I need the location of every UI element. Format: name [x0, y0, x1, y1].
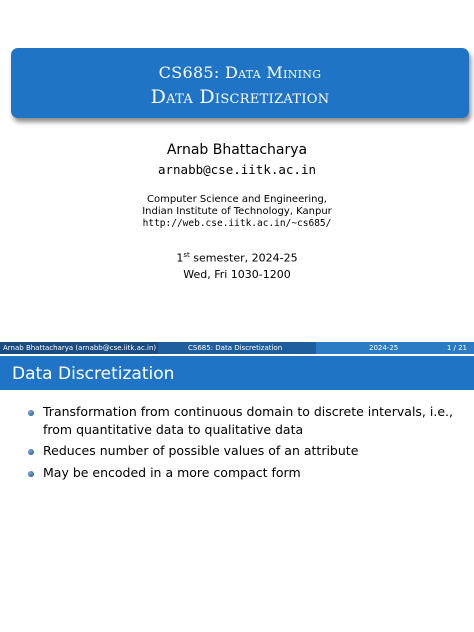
bullet-text: May be encoded in a more compact form — [43, 465, 301, 480]
course-title: CS685: Data Mining — [158, 63, 322, 82]
course-url: http://web.cse.iitk.ac.in/~cs685/ — [142, 218, 332, 229]
semester — [0, 251, 474, 265]
institute: Indian Institute of Technology, Kanpur — [142, 206, 332, 217]
schedule: Wed, Fri 1030-1200 — [183, 268, 291, 281]
title-box — [11, 48, 469, 118]
bullet-text: Transformation from continuous domain to discrete intervals, i.e., from quantitative data to qualitative data — [43, 404, 453, 437]
footer-page-number: 1 / 21 — [446, 344, 467, 352]
footer-date-section — [316, 342, 474, 354]
semester-number: 1 — [176, 251, 184, 265]
lecture-title: Data Discretization — [150, 86, 330, 108]
footer-author: Arnab Bhattacharya (arnabb@cse.iitk.ac.in) — [0, 342, 158, 354]
author-email: arnabb@cse.iitk.ac.in — [157, 162, 317, 177]
semester-text: semester, 2024-25 — [189, 251, 298, 265]
footer-title: CS685: Data Discretization — [158, 342, 316, 354]
bullet-icon — [28, 410, 34, 416]
bullet-icon — [28, 471, 34, 477]
author-name: Arnab Bhattacharya — [166, 142, 308, 158]
footer-bar — [0, 342, 474, 354]
bullet-text: Reduces number of possible values of an attribute — [43, 443, 359, 458]
bullet-icon — [28, 449, 34, 455]
department: Computer Science and Engineering, — [146, 194, 327, 205]
footer-date: 2024-25 — [369, 344, 399, 352]
frame-title: Data Discretization — [12, 364, 175, 384]
semester-superscript: st — [183, 251, 190, 259]
frame-title-bar — [0, 356, 474, 390]
